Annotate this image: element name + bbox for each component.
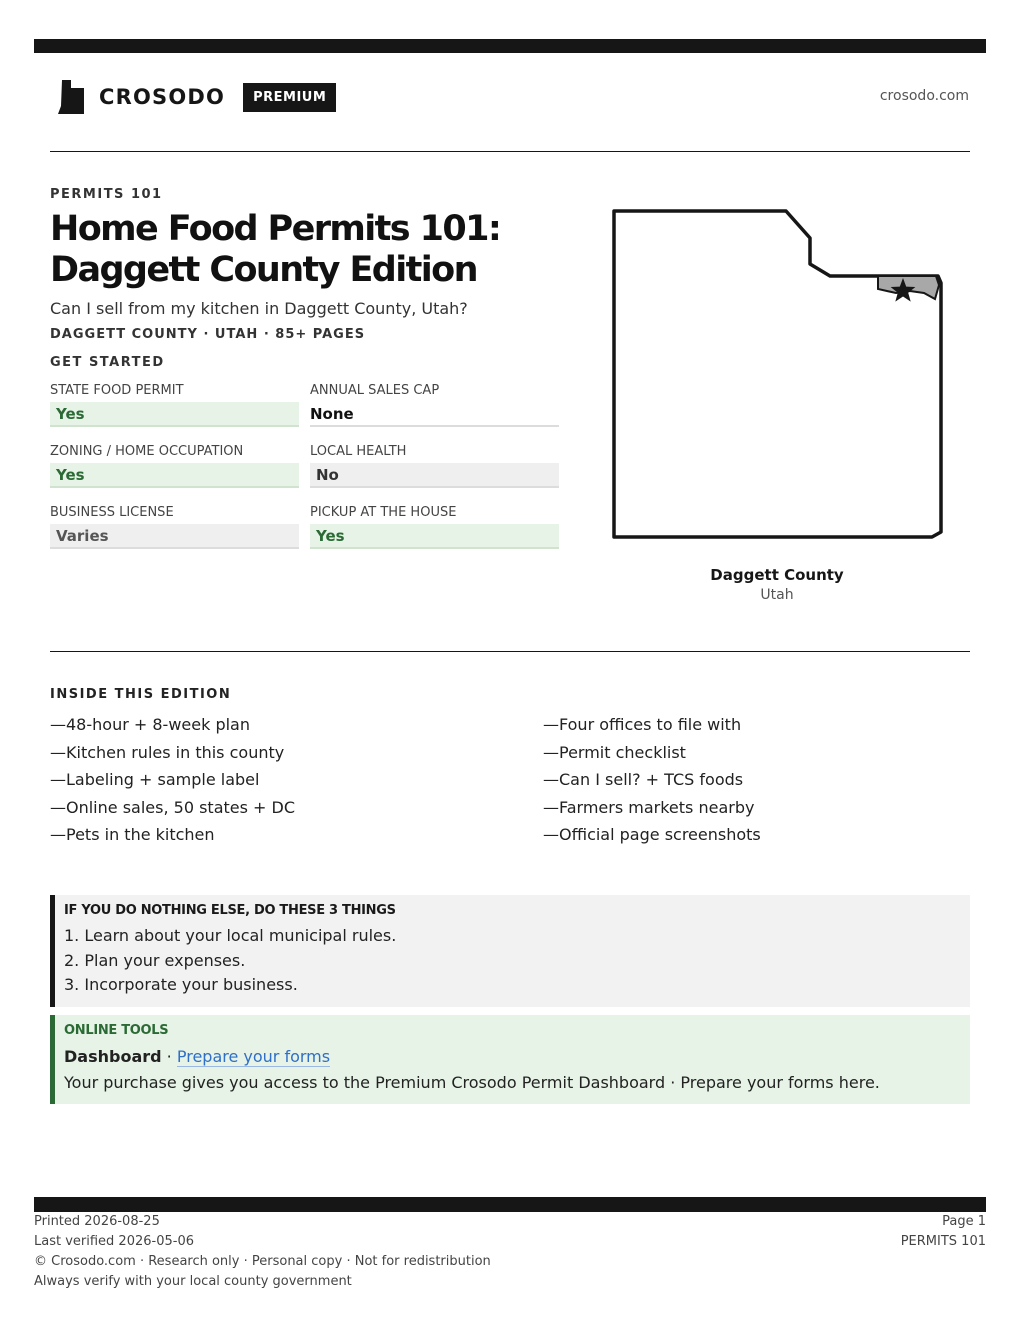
fact-label: STATE FOOD PERMIT [50,383,184,398]
brand[interactable] [57,79,336,115]
printed-date: Printed 2026-08-25 [34,1214,160,1229]
fact-value: None [310,402,559,427]
list-item: —Online sales, 50 states + DC [50,797,296,817]
fact-label: BUSINESS LICENSE [50,505,174,520]
copyright: © Crosodo.com · Research only · Personal copy · Not for redistribution [34,1254,491,1269]
page-subtitle: Can I sell from my kitchen in Daggett County, Utah? [50,299,468,318]
fact-label: ZONING / HOME OCCUPATION [50,444,244,459]
fact-zoning [50,443,299,504]
permit-facts-grid [50,382,559,565]
fact-value: Yes [310,524,559,549]
list-item: —Can I sell? + TCS foods [543,770,744,789]
section-divider [50,651,970,652]
inside-list-left [50,714,295,852]
footer-section: PERMITS 101 [900,1234,986,1249]
fact-value: Yes [50,463,299,488]
footer-left [34,1213,491,1293]
fact-label: ANNUAL SALES CAP [310,383,440,398]
separator: · [161,1047,177,1066]
step-item: 2. Plan your expenses. [64,950,246,970]
list-item: —Permit checklist [543,742,686,762]
fact-local-health [310,443,559,504]
fact-state-food-permit [50,382,299,443]
list-item: —48-hour + 8-week plan [50,715,250,734]
list-item: —Labeling + sample label [50,770,260,789]
three-things-callout [50,895,970,1007]
utah-state-shape-icon [57,80,84,114]
page-title: Home Food Permits 101: Daggett County Edition [50,209,501,290]
fact-annual-sales-cap [310,382,559,443]
inside-edition-heading: INSIDE THIS EDITION [50,687,232,702]
dashboard-line [64,1046,970,1072]
fact-value: Varies [50,524,299,549]
edition-meta: DAGGETT COUNTY · UTAH · 85+ PAGES [50,327,366,342]
premium-badge: PREMIUM [243,83,336,112]
online-tools-callout [50,1015,970,1104]
bottom-bar [34,1197,986,1212]
list-item: —Official page screenshots [543,825,761,844]
dashboard-label: Dashboard [64,1047,162,1066]
site-url[interactable]: crosodo.com [879,88,969,104]
utah-state-outline [614,211,941,537]
top-bar [34,39,986,53]
callout-title: IF YOU DO NOTHING ELSE, DO THESE 3 THINGS [64,903,396,918]
footer-right [901,1213,986,1253]
list-item: —Four offices to file with [543,715,742,734]
verified-date: Last verified 2026-05-06 [34,1234,194,1249]
step-item: 1. Learn about your local municipal rules. [64,926,397,945]
fact-value: Yes [50,402,299,427]
fact-pickup-at-house [310,504,559,565]
page-number: Page 1 [942,1214,986,1229]
get-started-heading: GET STARTED [50,355,165,370]
prepare-forms-link[interactable]: Prepare your forms [176,1047,331,1066]
list-item: —Farmers markets nearby [543,797,755,817]
fact-business-license [50,504,299,565]
callout-steps [64,925,970,999]
fact-label: PICKUP AT THE HOUSE [310,505,457,520]
map-county-name: Daggett County [710,566,844,584]
verify-note: Always verify with your local county government [34,1274,352,1289]
online-tools-title: ONLINE TOOLS [64,1023,169,1038]
list-item: —Pets in the kitchen [50,825,215,844]
dashboard-description: Your purchase gives you access to the Premium Crosodo Permit Dashboard · Prepare your forms here. [64,1073,880,1092]
fact-label: LOCAL HEALTH [310,444,407,459]
utah-county-map [610,207,946,542]
section-eyebrow: PERMITS 101 [50,187,163,202]
step-item: 3. Incorporate your business. [64,975,298,994]
brand-name: CROSODO [99,85,226,109]
map-state-name: Utah [760,587,794,603]
list-item: —Kitchen rules in this county [50,742,285,762]
fact-value: No [310,463,559,488]
header-divider [50,151,970,152]
inside-list-right [543,714,761,852]
